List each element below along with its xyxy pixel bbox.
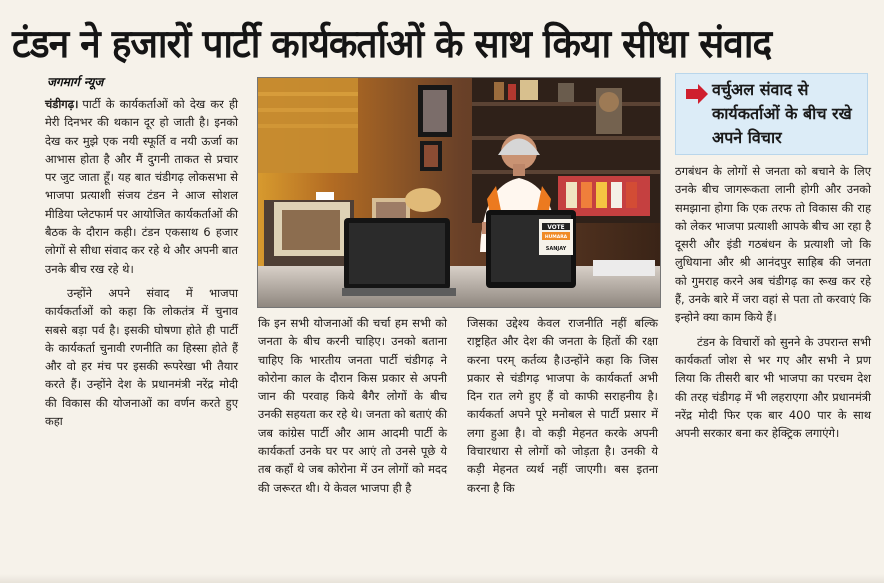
paragraph: कि इन सभी योजनाओं की चर्चा हम सभी को जनता के बीच करनी चाहिए। उनको बताना चाहिए कि भारतीय जनता पार्टी चंडीगढ़ ने कोरोना काल के दौरान किस प्रकार से अपनी जान की परवाह किये बैगैर लोगों के बीच उनकी सहयता कर रहे थे। जनता को बताएं की जब कांग्रेस पार्टी और आम आदमी पार्टी के कार्यकर्ता उनके घर पर आएं तो उनसे पूछे ये तब कहाँ थे जब कोरोना में उन लोगों को मदद की जरूरत थी। ये केवल भाजपा ही है xyxy=(258,316,447,495)
right-arrow-icon xyxy=(684,81,710,107)
paragraph: उन्होंने अपने संवाद में भाजपा कार्यकर्ताओं को कहा कि लोकतंत्र में चुनाव सबसे बड़ा पर्व है। इसकी घोषणा होते ही पार्टी के कार्यकर्ता चुनावी रणनीति का हिस्सा होते हैं और वो हर मंच पर इसकी रूपरेखा भी तैयार करते हैं। उन्होंने देश के प्रधानमंत्री नरेंद्र मोदी की विकास की योजनाओं का वर्णन करते हुए कहा xyxy=(45,285,238,429)
news-photo-illustration xyxy=(258,78,660,307)
screen-badge-mid: HUMARA xyxy=(544,235,568,240)
sidebar-title: वर्चुअल संवाद से कार्यकर्ताओं के बीच रखे अपने विचार xyxy=(712,80,852,147)
column-3 xyxy=(467,314,658,503)
paragraph-text: पार्टी के कार्यकर्ताओं को देख कर ही मेरी दिनभर की थकान दूर हो जाती है। इनको देख कर मुझे एक नयी स्फूर्ति व नयी ऊर्जा का आभास होता है और मैं दुगनी ताकत से प्रचार पर जुट जाता हूँ। यह बात चंडीगढ़ लोकसभा से भाजपा प्रत्याशी संजय टंडन ने आज सोशल मीडिया प्लेटफार्म पर आयोजित कार्यकर्ताओं की बैठक के दौरान कही। टंडन एकसाथ 6 हजार लोगों से सीधा संवाद कर रहे थे और अपनी बात उनके बीच रख रहे थे। xyxy=(45,97,238,276)
dateline: चंडीगढ़। xyxy=(45,97,79,111)
paragraph: ठगबंधन के लोगों से जनता को बचाने के लिए उनके बीच जागरूकता लानी होगी और उनको समझाना होगा कि एक तरफ तो विकास की राह को लेकर भाजपा प्रत्याशी आपके बीच आ रहा है दूसरी और इंडी गठबंधन के प्रत्याशी जो कि लुधियाना और श्री आनंदपुर साहिब की जनता को गुमराह करने अब चंडीगढ़ का रूख कर रहे हैं, उनके बारे में जरा वहां से पता तो करवाएं कि इन्होने क्या काम किये हैं। xyxy=(675,164,871,325)
news-photo xyxy=(257,77,661,308)
paragraph xyxy=(45,95,238,278)
screen-badge-bottom: SANJAY xyxy=(545,246,567,252)
screen-badge-top: VOTE xyxy=(547,225,565,231)
headline: टंडन ने हजारों पार्टी कार्यकर्ताओं के साथ किया सीधा संवाद xyxy=(12,22,772,67)
byline: जगमार्ग न्यूज xyxy=(47,75,104,89)
bottom-strip xyxy=(0,574,884,583)
sidebar-callout xyxy=(675,73,868,155)
column-2 xyxy=(258,314,447,503)
right-arrow-graphic xyxy=(684,81,710,107)
paragraph: टंडन के विचारों को सुनने के उपरान्त सभी कार्यकर्ता जोश से भर गए और सभी ने प्रण लिया कि तीसरी बार भी भाजपा का परचम देश की तरह चंडीगढ़ में भी लहराएगा और प्रधानमंत्री नरेंद्र मोदी फिर एक बार 400 पार के साथ अपनी सरकार बना कर हेक्ट्रिक लगाएंगे। xyxy=(675,334,871,441)
paragraph: जिसका उद्देश्य केवल राजनीति नहीं बल्कि राष्ट्रहित और देश की जनता के हितों की रक्षा करना परम् कर्तव्य है।उन्होंने कहा कि जिस प्रकार से चंडीगढ़ भाजपा के कार्यकर्ता अभी दिन रात लगे हुए हैं वो काफी सराहनीय है। कार्यकर्ता अपने पूरे मनोबल से पार्टी प्रसार में लगा हुआ है। वो कड़ी मेहनत करके अपनी विचारधारा से लोगों को जोड़ता है। उनकी ये कड़ी मेहनत व्यर्थ नहीं जाएगी। बस इतना करना है कि xyxy=(467,316,658,495)
column-1 xyxy=(45,95,238,436)
column-4 xyxy=(675,162,871,448)
